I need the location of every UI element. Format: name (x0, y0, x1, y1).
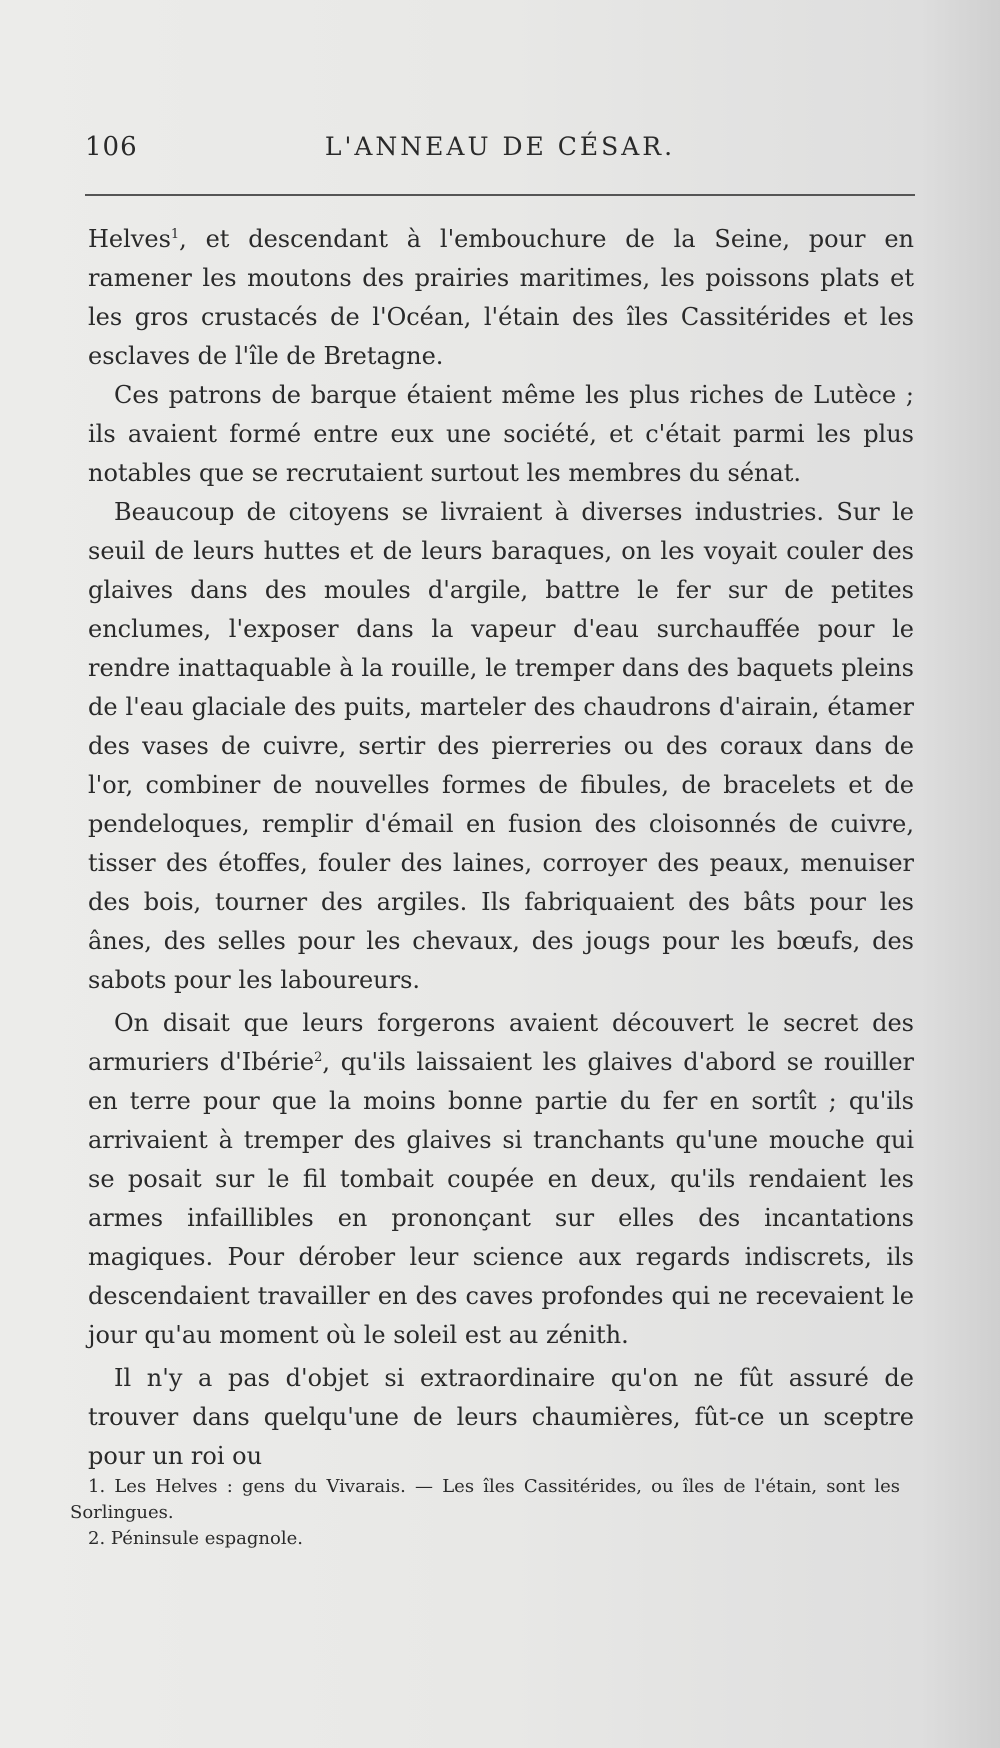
page-number: 106 (85, 132, 138, 162)
paragraph-5: Il n'y a pas d'objet si extraordinaire qu'on ne fût assuré de trouver dans quelqu'une de leurs chaumières, fût-ce un sceptre pour un roi ou (88, 1364, 914, 1470)
page-header (85, 132, 915, 168)
footnote-ref-1: 1 (170, 227, 180, 242)
header-rule (85, 194, 915, 196)
footnote-1: 1. Les Helves : gens du Vivarais. — Les îles Cassitérides, ou îles de l'étain, sont les Sorlingues. (70, 1476, 900, 1523)
paragraph-1 (88, 220, 914, 376)
body-text (88, 220, 914, 1476)
paragraph-1-rest: , et descendant à l'embouchure de la Seine, pour en ramener les moutons des prairies maritimes, les poissons plats et les gros crustacés de l'Océan, l'étain des îles Cassitérides et les esclaves de l'île de Bretagne. (88, 225, 914, 370)
footnotes (70, 1474, 900, 1552)
running-title: L'ANNEAU DE CÉSAR. (324, 132, 676, 161)
paragraph-4 (88, 1004, 914, 1355)
paragraph-2: Ces patrons de barque étaient même les plus riches de Lutèce ; ils avaient formé entre eux une société, et c'était parmi les plus notables que se recrutaient surtout les membres du sénat. (88, 381, 914, 487)
footnote-2: 2. Péninsule espagnole. (88, 1528, 303, 1549)
paragraph-1-start: Helves (88, 225, 171, 253)
paragraph-4-rest: , qu'ils laissaient les glaives d'abord se rouiller en terre pour que la moins bonne partie du fer en sortît ; qu'ils arrivaient à tremper des glaives si tranchants qu'une mouche qui se posait sur le fil tombait coupée en deux, qu'ils rendaient les armes infaillibles en prononçant sur elles des incantations magiques. Pour dérober leur science aux regards indiscrets, ils descendaient travailler en des caves profondes qui ne recevaient le jour qu'au moment où le soleil est au zénith. (88, 1048, 915, 1349)
footnote-ref-2: 2 (314, 1050, 323, 1065)
paragraph-3: Beaucoup de citoyens se livraient à diverses industries. Sur le seuil de leurs huttes et de leurs baraques, on les voyait couler des glaives dans des moules d'argile, battre le fer sur de petites enclumes, l'exposer dans la vapeur d'eau surchauffée pour le rendre inattaquable à la rouille, le tremper dans des baquets pleins de l'eau glaciale des puits, marteler des chaudrons d'airain, étamer des vases de cuivre, sertir des pierreries ou des coraux dans de l'or, combiner de nouvelles formes de fibules, de bracelets et de pendeloques, remplir d'émail en fusion des cloisonnés de cuivre, tisser des étoffes, fouler des laines, corroyer des peaux, menuiser des bois, tourner des argiles. Ils fabriquaient des bâts pour les ânes, des selles pour les chevaux, des jougs pour les bœufs, des sabots pour les laboureurs. (88, 498, 914, 994)
paragraph-4-start: On disait que leurs forgerons avaient découvert le secret des armuriers d'Ibérie (88, 1009, 914, 1076)
